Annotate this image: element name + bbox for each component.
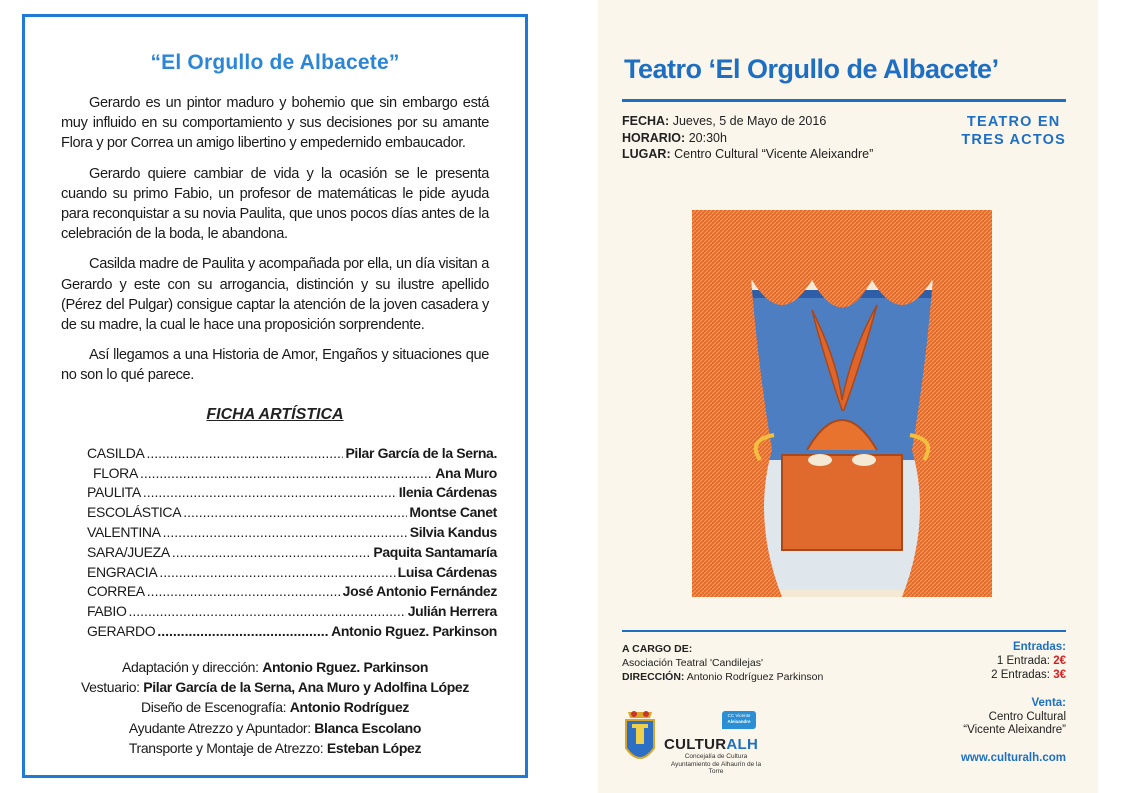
credit-value: Pilar García de la Serna, Ana Muro y Adolfina López [143,679,470,696]
cast-role: ENGRACIA [87,563,158,580]
sale-point [963,697,1066,738]
synopsis-text [61,93,489,396]
cast-role: VALENTINA [87,523,161,540]
credit-line [25,697,525,717]
credit-line [25,677,525,697]
credit-value: Esteban López [326,739,422,756]
synopsis-paragraph: Así llegamos a una Historia de Amor, Engaños y situaciones que no son lo qué parece. [61,347,489,384]
entrada-price: 2€ [1053,655,1066,667]
cast-row [87,540,497,560]
cast-actor: Luisa Cárdenas [397,563,497,580]
website-link[interactable]: www.culturalh.com [960,752,1066,764]
credit-line [25,738,525,758]
credit-label: Vestuario: [80,679,140,696]
venta-line: “Vicente Aleixandre” [963,724,1066,736]
cast-row [87,441,497,461]
credit-label: Diseño de Escenografía: [140,699,287,716]
venta-line: Centro Cultural [988,710,1066,723]
entradas-label: Entradas: [1012,641,1066,653]
cast-role: CORREA [87,583,145,600]
entrada-label: 1 Entrada: [996,655,1050,667]
logo-subtitle [664,753,768,776]
cast-row [87,599,497,619]
cast-row [87,580,497,600]
lugar-label: LUGAR: [622,147,671,161]
event-panel [598,0,1098,793]
ticket-prices [991,640,1066,682]
cast-role: GERARDO [87,622,156,639]
event-title: Teatro ‘El Orgullo de Albacete’ [624,54,999,84]
title-divider [622,99,1066,102]
cast-role: ESCOLÁSTICA [87,504,182,521]
synopsis-paragraph: Gerardo es un pintor maduro y bohemio que sin embargo está muy influido en su comportamiento y sus decisiones por su amante Flora y por Correa un amigo libertino y empedernido embaucador. [61,95,489,152]
organizer-info [622,642,823,684]
badge-line: CC Vicente [727,713,751,718]
credit-label: Adaptación y dirección: [121,659,259,675]
direccion-label: DIRECCIÓN: [622,671,685,683]
cast-row [87,500,497,520]
cast-row [87,520,497,540]
tres-line: TEATRO EN [966,114,1061,130]
logo-sub-line: Ayuntamiento de Alhaurín de la Torre [670,760,762,775]
logo-sub-line: Concejalía de Cultura [684,753,748,760]
cast-actor: Julián Herrera [407,603,497,620]
play-title: “El Orgullo de Albacete” [150,51,400,74]
logo-wordmark-a: CULTUR [664,736,727,753]
cc-badge-icon [722,711,756,729]
credit-value: Antonio Rodríguez [289,699,410,716]
logo-wordmark [664,736,758,753]
credit-label: Transporte y Montaje de Atrezzo: [128,739,324,756]
synopsis-panel [22,14,528,778]
tres-actos-badge [961,113,1066,149]
direccion-value: Antonio Rodríguez Parkinson [686,671,824,683]
cast-actor: Pilar García de la Serna. [345,444,497,461]
credits-list [25,657,525,758]
cast-actor: Silvia Kandus [409,523,497,540]
fecha-value: Jueves, 5 de Mayo de 2016 [672,114,827,128]
cast-actor: Ilenia Cárdenas [398,484,497,501]
credit-label: Ayudante Atrezzo y Apuntador: [128,719,311,736]
cargo-label: A CARGO DE: [622,643,693,655]
cast-actor: Antonio Rguez. Parkinson [331,622,497,639]
culturalh-logo [622,708,812,775]
lugar-value: Centro Cultural “Vicente Aleixandre” [674,147,874,161]
credit-line [25,718,525,738]
cast-row [87,560,497,580]
event-info [622,113,873,163]
cast-actor: Montse Canet [409,504,497,521]
cast-list [87,441,497,639]
cast-row [87,461,497,481]
ficha-artistica-heading: FICHA ARTÍSTICA [206,406,344,423]
cast-role: SARA/JUEZA [87,543,170,560]
cast-role: CASILDA [87,444,145,461]
credit-value: Antonio Rguez. Parkinson [262,659,429,675]
credit-value: Blanca Escolano [314,719,422,736]
cast-role: FABIO [87,603,127,620]
tres-line: TRES ACTOS [961,132,1066,148]
badge-line: Aleixandre [727,719,751,724]
cast-role: FLORA [93,464,138,481]
venta-label: Venta: [1031,697,1066,709]
synopsis-paragraph: Gerardo quiere cambiar de vida y la ocasión se le presenta cuando su primo Fabio, un profesor de matemáticas le pide ayuda para reconquistar a su novia Paulita, que unos pocos días antes de la celebración de la boda, le abandona. [61,165,489,243]
cast-actor: Paquita Santamaría [373,543,497,560]
coat-of-arms-icon [622,708,658,772]
footer-divider [622,630,1066,632]
fecha-label: FECHA: [622,114,670,128]
cargo-value: Asociación Teatral 'Candilejas' [622,657,763,669]
logo-wordmark-b: ALH [726,736,759,753]
horario-label: HORARIO: [622,130,686,145]
entrada-label: 2 Entradas: [991,669,1050,681]
cast-actor: Ana Muro [435,464,497,481]
cast-row [87,619,497,639]
cast-actor: José Antonio Fernández [342,583,497,600]
cast-row [87,481,497,501]
theatre-stage-illustration [692,210,992,597]
entrada-price: 3€ [1053,669,1066,681]
synopsis-paragraph: Casilda madre de Paulita y acompañada por ella, un día visitan a Gerardo y este con su arrogancia, distinción y su ilustre apellido (Pérez del Pulgar) consigue captar la atención de la joven casadera y de su madre, la cual le hace una proposición sorprendente. [61,256,489,334]
horario-value: 20:30h [688,130,727,145]
cast-role: PAULITA [87,484,141,501]
credit-line [25,657,525,677]
